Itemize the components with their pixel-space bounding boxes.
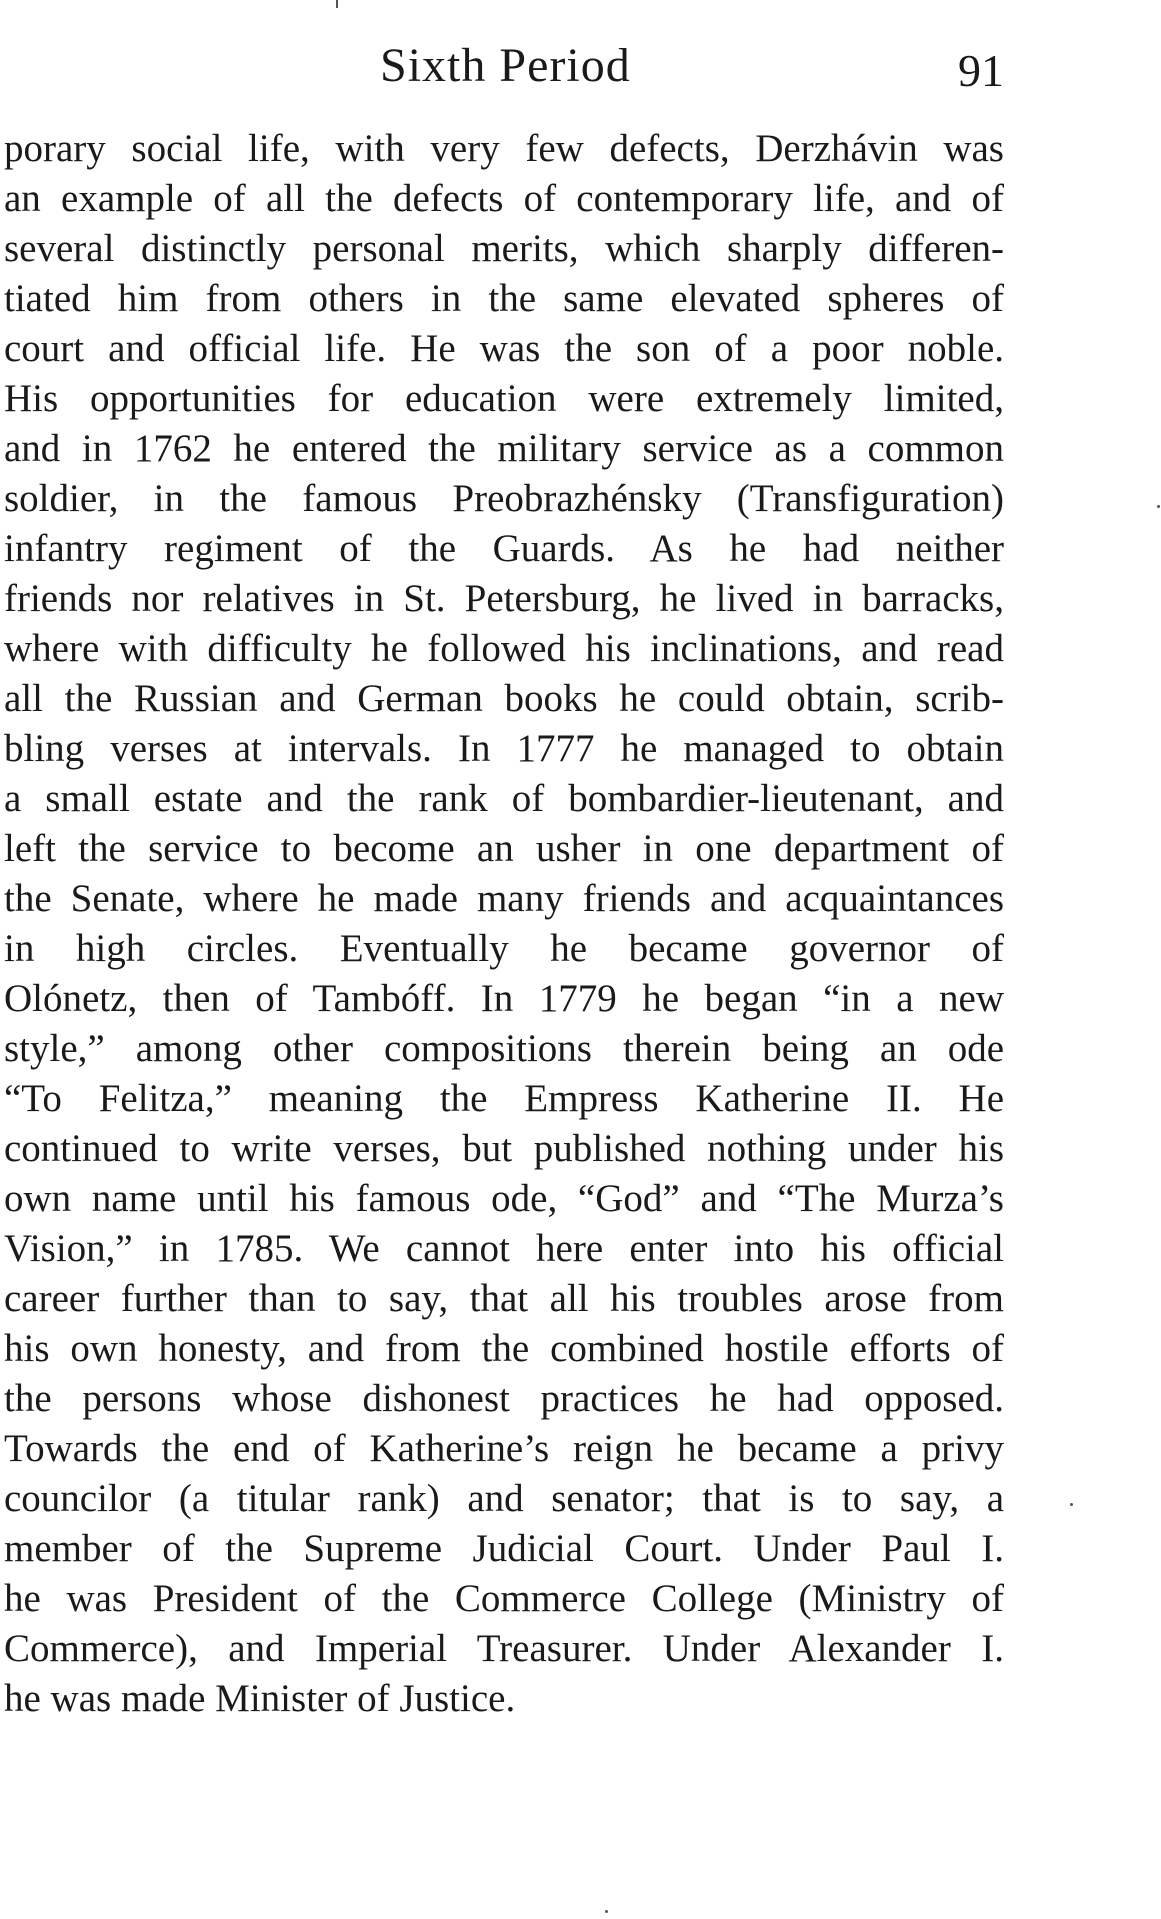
text-line: the Senate, where he made many friends and acquaintances <box>4 877 1004 920</box>
text-line: left the service to become an usher in one department of <box>4 827 1004 870</box>
text-line: “To Felitza,” meaning the Empress Katherine II. He <box>4 1077 1004 1120</box>
print-speck <box>1070 1503 1073 1506</box>
text-line: continued to write verses, but published nothing under his <box>4 1127 1004 1170</box>
text-line: own name until his famous ode, “God” and “The Murza’s <box>4 1177 1004 1220</box>
text-line: the persons whose dishonest practices he had opposed. <box>4 1377 1004 1420</box>
text-line: Vision,” in 1785. We cannot here enter into his official <box>4 1227 1004 1270</box>
text-line: court and official life. He was the son of a poor noble. <box>4 327 1004 370</box>
text-line: infantry regiment of the Guards. As he had neither <box>4 527 1004 570</box>
text-line: Towards the end of Katherine’s reign he became a privy <box>4 1427 1004 1470</box>
text-line: Commerce), and Imperial Treasurer. Under Alexander I. <box>4 1627 1004 1670</box>
text-line: soldier, in the famous Preobrazhénsky (Transfiguration) <box>4 477 1004 520</box>
text-line: His opportunities for education were extremely limited, <box>4 377 1004 420</box>
text-line: member of the Supreme Judicial Court. Under Paul I. <box>4 1527 1004 1570</box>
text-line: friends nor relatives in St. Petersburg, he lived in barracks, <box>4 577 1004 620</box>
text-line: where with difficulty he followed his inclinations, and read <box>4 627 1004 670</box>
running-header <box>0 30 1010 94</box>
text-line: he was President of the Commerce College (Ministry of <box>4 1577 1004 1620</box>
print-speck <box>336 0 338 8</box>
text-line: Olónetz, then of Tambóff. In 1779 he began “in a new <box>4 977 1004 1020</box>
text-line: he was made Minister of Justice. <box>4 1677 516 1720</box>
text-line: his own honesty, and from the combined hostile efforts of <box>4 1327 1004 1370</box>
text-line: bling verses at intervals. In 1777 he managed to obtain <box>4 727 1004 770</box>
body-text <box>4 124 1004 1724</box>
text-line: tiated him from others in the same elevated spheres of <box>4 277 1004 320</box>
text-line: several distinctly personal merits, which sharply differen- <box>4 227 1004 270</box>
text-line: style,” among other compositions therein being an ode <box>4 1027 1004 1070</box>
print-speck <box>605 1910 608 1913</box>
page-number: 91 <box>958 45 1004 96</box>
text-line: and in 1762 he entered the military service as a common <box>4 427 1004 470</box>
text-line: porary social life, with very few defects, Derzhávin was <box>4 127 1004 170</box>
print-speck <box>1157 505 1160 508</box>
text-line: career further than to say, that all his troubles arose from <box>4 1277 1004 1320</box>
text-line: in high circles. Eventually he became governor of <box>4 927 1004 970</box>
text-line: an example of all the defects of contemporary life, and of <box>4 177 1004 220</box>
running-title: Sixth Period <box>380 39 631 92</box>
text-line: all the Russian and German books he could obtain, scrib- <box>4 677 1004 720</box>
text-line: councilor (a titular rank) and senator; that is to say, a <box>4 1477 1004 1520</box>
text-line: a small estate and the rank of bombardier-lieutenant, and <box>4 777 1004 820</box>
